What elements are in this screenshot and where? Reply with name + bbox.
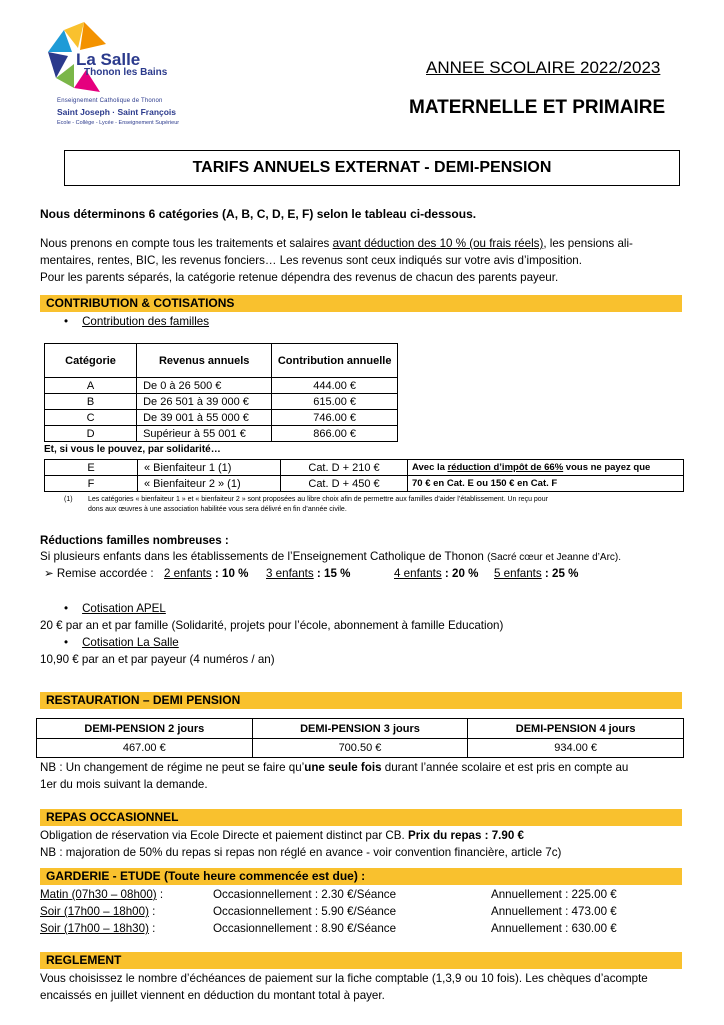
col-categorie: Catégorie bbox=[45, 344, 137, 378]
remise-2-enfants: 2 enfants : 10 % bbox=[164, 567, 249, 580]
section-bar-repas: REPAS OCCASIONNEL bbox=[40, 809, 682, 826]
remise-label: ➢ Remise accordée : bbox=[44, 567, 154, 580]
col-dp-2: DEMI-PENSION 2 jours bbox=[37, 719, 253, 739]
solidarity-label: Et, si vous le pouvez, par solidarité… bbox=[44, 444, 221, 455]
garderie-annuel: Annuellement : 473.00 € bbox=[491, 905, 617, 918]
garderie-row: Soir (17h00 – 18h30) : bbox=[40, 922, 156, 935]
remise-4-enfants: 4 enfants : 20 % bbox=[394, 567, 479, 580]
solidarity-table bbox=[44, 459, 684, 492]
apel-title: • Cotisation APEL bbox=[64, 600, 166, 617]
remise-5-enfants: 5 enfants : 25 % bbox=[494, 567, 579, 580]
logo-name: La Salle bbox=[76, 50, 141, 69]
reductions-text: Si plusieurs enfants dans les établissements de l’Enseignement Catholique de Thonon (Sacré cœur et Jeanne d’Arc). bbox=[40, 550, 622, 563]
table-row: B De 26 501 à 39 000 € 615.00 € bbox=[45, 394, 398, 410]
table-row: 467.00 € 700.50 € 934.00 € bbox=[37, 739, 684, 758]
logo-city: Thonon les Bains bbox=[84, 67, 168, 78]
contribution-subtitle: • Contribution des familles bbox=[64, 313, 209, 330]
intro-line-1: Nous prenons en compte tous les traitements et salaires avant déduction des 10 % (ou frais réels), les pensions ali- bbox=[40, 237, 633, 250]
section-bar-reglement: REGLEMENT bbox=[40, 952, 682, 969]
contribution-table bbox=[44, 343, 398, 442]
reductions-title: Réductions familles nombreuses : bbox=[40, 534, 229, 547]
lasalle-text: 10,90 € par an et par payeur (4 numéros / an) bbox=[40, 653, 275, 666]
intro-line-2: mentaires, rentes, BIC, les revenus fonciers… Les revenus sont ceux indiqués sur votre avis d’imposition. bbox=[40, 254, 582, 267]
table-row: D Supérieur à 55 001 € 866.00 € bbox=[45, 426, 398, 442]
table-row: C De 39 001 à 55 000 € 746.00 € bbox=[45, 410, 398, 426]
intro-heading: Nous déterminons 6 catégories (A, B, C, D, E, F) selon le tableau ci-dessous. bbox=[40, 207, 477, 221]
garderie-occasionnel: Occasionnellement : 2.30 €/Séance bbox=[213, 888, 397, 901]
footnote-line-1: Les catégories « bienfaiteur 1 » et « bienfaiteur 2 » sont proposées au libre choix afin de permettre aux familles d’aider l’établissement. Un reçu pour bbox=[88, 496, 548, 503]
table-row: E « Bienfaiteur 1 (1) Cat. D + 210 € Avec la réduction d’impôt de 66% vous ne payez que bbox=[45, 460, 684, 476]
col-dp-3: DEMI-PENSION 3 jours bbox=[252, 719, 468, 739]
logo-network: Enseignement Catholique de Thonon bbox=[57, 98, 163, 104]
repas-line-2: NB : majoration de 50% du repas si repas non réglé en avance - voir convention financière, article 7c) bbox=[40, 846, 562, 859]
garderie-row: Soir (17h00 – 18h00) : bbox=[40, 905, 156, 918]
table-row: F « Bienfaiteur 2 » (1) Cat. D + 450 € 70 € en Cat. E ou 150 € en Cat. F bbox=[45, 476, 684, 492]
logo-schools: Saint Joseph · Saint François bbox=[57, 107, 177, 117]
reglement-line-2: encaissés en juillet viennent en déduction du montant total à payer. bbox=[40, 989, 385, 1002]
logo-levels: Ecole - Collège - Lycée - Enseignement Supérieur bbox=[57, 120, 180, 126]
section-bar-garderie: GARDERIE - ETUDE (Toute heure commencée est due) : bbox=[40, 868, 682, 885]
col-contribution: Contribution annuelle bbox=[272, 344, 398, 378]
school-year: ANNEE SCOLAIRE 2022/2023 bbox=[426, 58, 661, 77]
footnote-line-2: dons aux œuvres à une association habilitée vous sera délivré en fin d’année civile. bbox=[88, 506, 347, 513]
repas-line-1: Obligation de réservation via Ecole Directe et paiement distinct par CB. Prix du repas : 7.90 € bbox=[40, 829, 524, 842]
tax-note: Avec la réduction d’impôt de 66% vous ne payez que bbox=[408, 460, 684, 476]
garderie-row: Matin (07h30 – 08h00) : bbox=[40, 888, 164, 901]
remise-3-enfants: 3 enfants : 15 % bbox=[266, 567, 351, 580]
garderie-occasionnel: Occasionnellement : 8.90 €/Séance bbox=[213, 922, 397, 935]
reglement-line-1: Vous choisissez le nombre d’échéances de paiement sur la fiche comptable (1,3,9 ou 10 fois). Les chèques d’acompte bbox=[40, 972, 648, 985]
table-row: A De 0 à 26 500 € 444.00 € bbox=[45, 378, 398, 394]
restauration-nb-line-2: 1er du mois suivant la demande. bbox=[40, 778, 208, 791]
garderie-occasionnel: Occasionnellement : 5.90 €/Séance bbox=[213, 905, 397, 918]
demi-pension-table bbox=[36, 718, 684, 758]
footnote-number: (1) bbox=[64, 496, 73, 503]
col-dp-4: DEMI-PENSION 4 jours bbox=[468, 719, 684, 739]
apel-text: 20 € par an et par famille (Solidarité, projets pour l’école, abonnement à famille Education) bbox=[40, 619, 504, 632]
intro-line-3: Pour les parents séparés, la catégorie retenue dépendra des revenus de chacun des parents payeur. bbox=[40, 271, 559, 284]
tax-note-line-2: 70 € en Cat. E ou 150 € en Cat. F bbox=[408, 476, 684, 492]
lasalle-title: • Cotisation La Salle bbox=[64, 634, 179, 651]
school-level: MATERNELLE ET PRIMAIRE bbox=[409, 97, 666, 118]
section-bar-restauration: RESTAURATION – DEMI PENSION bbox=[40, 692, 682, 709]
page-title: TARIFS ANNUELS EXTERNAT - DEMI-PENSION bbox=[64, 150, 680, 186]
section-bar-contribution: CONTRIBUTION & COTISATIONS bbox=[40, 295, 682, 312]
restauration-nb-line-1: NB : Un changement de régime ne peut se faire qu’une seule fois durant l’année scolaire et est pris en compte au bbox=[40, 761, 629, 774]
col-revenus: Revenus annuels bbox=[137, 344, 272, 378]
garderie-annuel: Annuellement : 630.00 € bbox=[491, 922, 617, 935]
garderie-annuel: Annuellement : 225.00 € bbox=[491, 888, 617, 901]
